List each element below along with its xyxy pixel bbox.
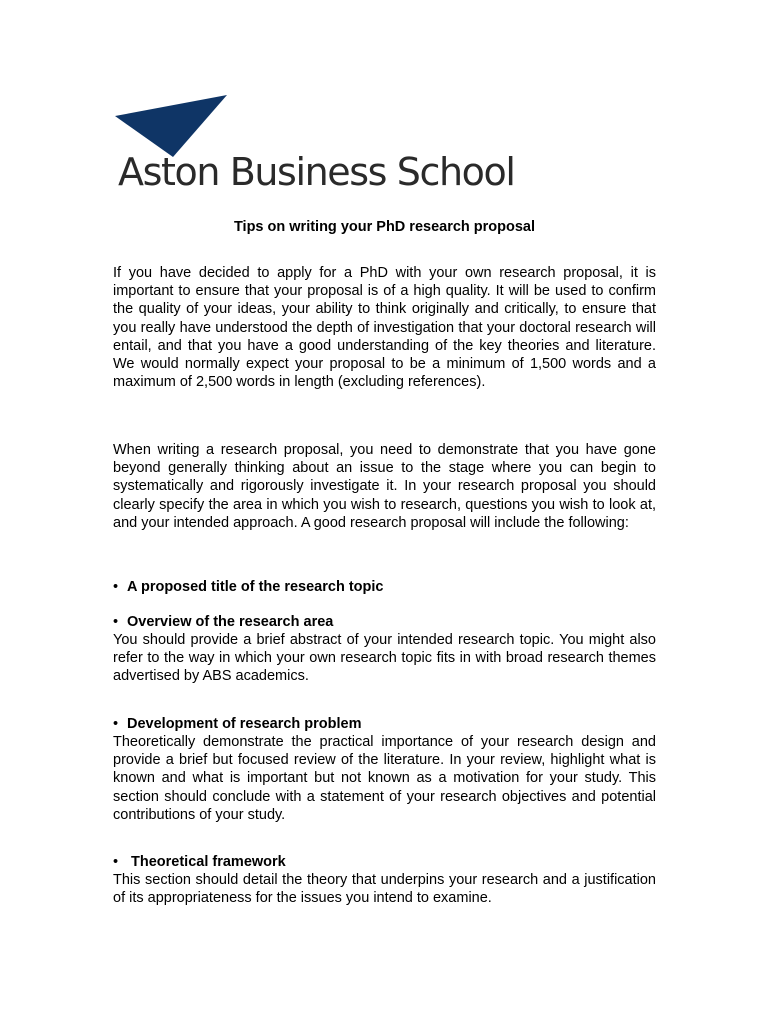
logo-wordmark: Aston Business School — [118, 150, 515, 194]
document-title: Tips on writing your PhD research proposal — [233, 219, 536, 235]
section-heading-label: Theoretical framework — [131, 854, 286, 870]
bullet-icon: • — [113, 614, 119, 630]
bullet-icon: • — [113, 579, 119, 595]
section-heading-overview — [113, 613, 656, 631]
intro-paragraph-1: If you have decided to apply for a PhD with your own research proposal, it is important to ensure that your proposal is of a high quality. It will be used to confirm the quality of your ideas, your ability to think originally and critically, to ensure that you really have understood the depth of investigation that your doctoral research will entail, and that you have a good understanding of the key theories and literature. We would normally expect your proposal to be a minimum of 1,500 words and a maximum of 2,500 words in length (excluding references). — [113, 265, 656, 391]
section-body-research-problem: Theoretically demonstrate the practical importance of your research design and provide a brief but focused review of the literature. In your review, highlight what is known and what is important but not known as a motivation for your study. This section should conclude with a statement of your research objectives and potential contributions of your study. — [113, 734, 656, 823]
section-heading-label: A proposed title of the research topic — [127, 579, 384, 595]
bullet-icon: • — [113, 716, 119, 732]
section-body-theoretical-framework: This section should detail the theory that underpins your research and a justification of its appropriateness for the issues you intend to examine. — [113, 872, 656, 907]
section-heading-proposed-title — [113, 578, 656, 596]
section-heading-theoretical-framework — [113, 853, 656, 871]
section-heading-label: Development of research problem — [127, 716, 362, 732]
bullet-icon: • — [113, 854, 119, 870]
section-body-overview: You should provide a brief abstract of your intended research topic. You might also refer to the way in which your own research topic fits in with broad research themes advertised by ABS academics. — [113, 632, 656, 685]
section-heading-label: Overview of the research area — [127, 614, 334, 630]
intro-paragraph-2: When writing a research proposal, you need to demonstrate that you have gone beyond generally thinking about an issue to the stage where you can begin to systematically and rigorously investigate it. In your research proposal you should clearly specify the area in which you wish to research, questions you wish to look at, and your intended approach. A good research proposal will include the following: — [113, 442, 656, 531]
section-heading-research-problem — [113, 715, 656, 733]
